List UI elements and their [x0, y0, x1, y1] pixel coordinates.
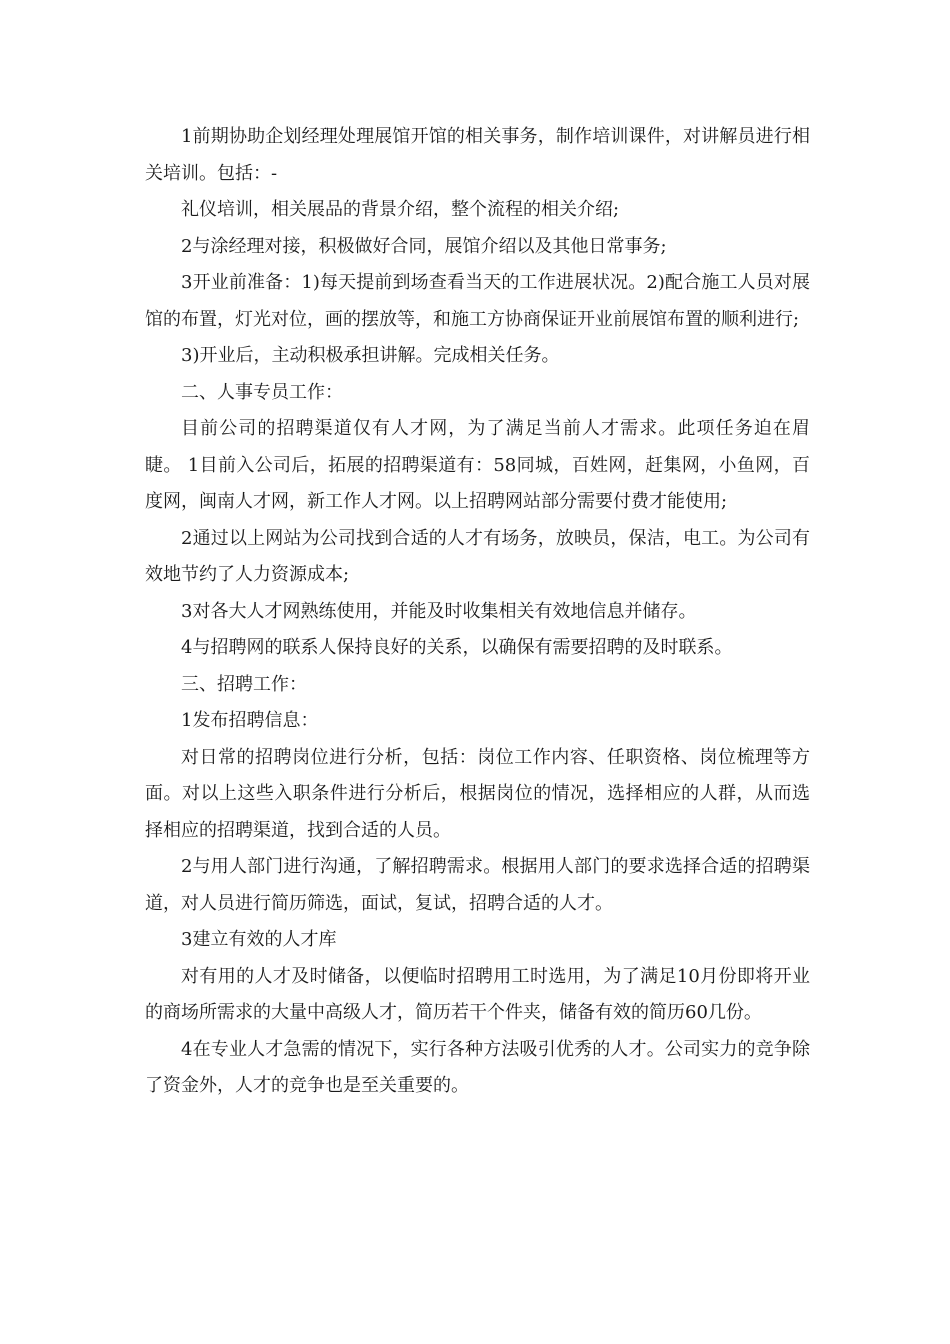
paragraph-12: 1发布招聘信息： [181, 710, 319, 731]
paragraph-1: 1前期协助企划经理处理展馆开馆的相关事务，制作培训课件，对讲解员进行相关培训。包括：- [145, 126, 810, 184]
paragraph-7: 目前公司的招聘渠道仅有人才网，为了满足当前人才需求。此项任务迫在眉睫。 1目前入公司后，拓展的招聘渠道有：58同城，百姓网，赶集网，小鱼网，百度网，闽南人才网，新工作人才网。以上招聘网站部分需要付费才能使用; [145, 418, 810, 512]
section-heading-hr: 二、人事专员工作： [181, 381, 343, 403]
paragraph-2: 礼仪培训，相关展品的背景介绍，整个流程的相关介绍; [181, 199, 620, 220]
paragraph-9: 3对各大人才网熟练使用，并能及时收集相关有效地信息并储存。 [181, 600, 697, 622]
paragraph-10: 4与招聘网的联系人保持良好的关系，以确保有需要招聘的及时联系。 [181, 637, 733, 658]
paragraph-13: 对日常的招聘岗位进行分析，包括：岗位工作内容、任职资格、岗位梳理等方面。对以上这些入职条件进行分析后，根据岗位的情况，选择相应的人群，从而选择相应的招聘渠道，找到合适的人员。 [145, 746, 810, 841]
paragraph-8: 2通过以上网站为公司找到合适的人才有场务，放映员，保洁，电工。为公司有效地节约了人力资源成本; [145, 527, 810, 585]
paragraph-16: 对有用的人才及时储备，以便临时招聘用工时选用，为了满足10月份即将开业的商场所需求的大量中高级人才，简历若干个件夹，储备有效的简历60几份。 [145, 965, 810, 1023]
paragraph-5: 3)开业后，主动积极承担讲解。完成相关任务。 [181, 345, 560, 366]
paragraph-4: 3开业前准备：1)每天提前到场查看当天的工作进展状况。2)配合施工人员对展馆的布置，灯光对位，画的摆放等，和施工方协商保证开业前展馆布置的顺利进行; [145, 272, 810, 330]
document-body [145, 119, 810, 1105]
section-heading-recruitment: 三、招聘工作： [181, 673, 307, 695]
paragraph-3: 2与涂经理对接，积极做好合同，展馆介绍以及其他日常事务; [181, 235, 667, 257]
paragraph-15: 3建立有效的人才库 [181, 929, 337, 950]
paragraph-14: 2与用人部门进行沟通，了解招聘需求。根据用人部门的要求选择合适的招聘渠道，对人员进行简历筛选，面试，复试，招聘合适的人才。 [145, 856, 810, 914]
paragraph-17: 4在专业人才急需的情况下，实行各种方法吸引优秀的人才。公司实力的竞争除了资金外，人才的竞争也是至关重要的。 [145, 1038, 810, 1096]
